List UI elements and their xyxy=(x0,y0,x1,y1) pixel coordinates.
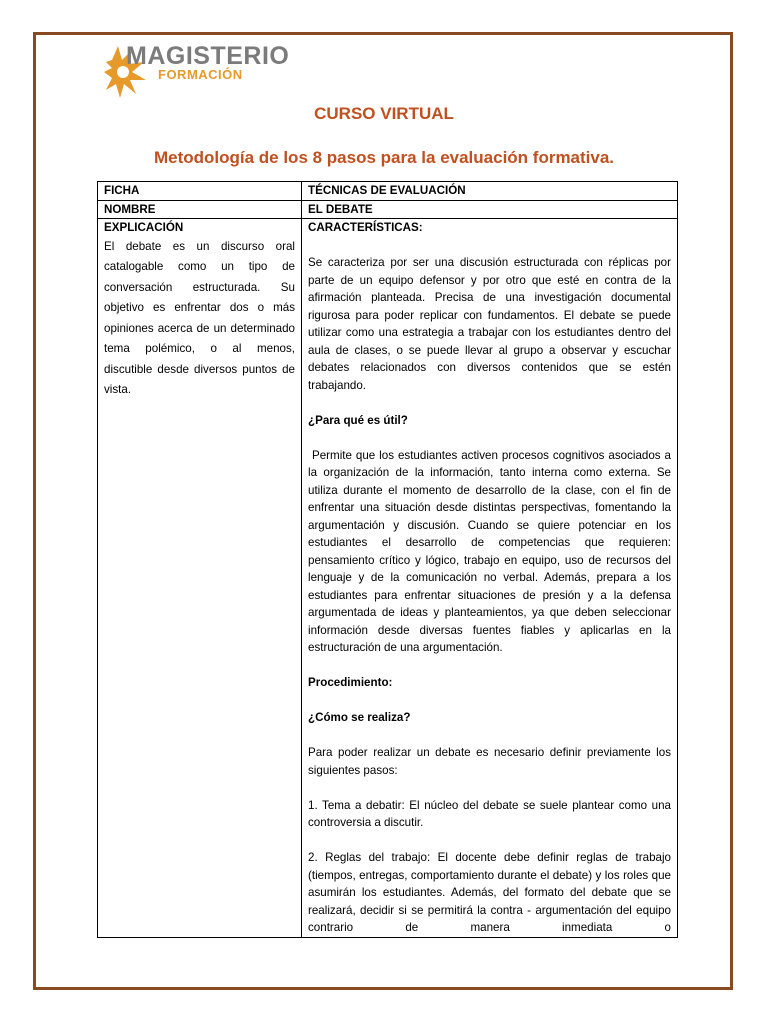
usefulness-heading: ¿Para qué es útil? xyxy=(308,413,408,427)
step-2: 2. Reglas del trabajo: El docente debe definir reglas de trabajo (tiempos, entregas, comportamiento durante el debate) y los roles que asumirán los estudiantes. Además, del formato del debate que se realizará, decidir si se permitirá la contra - argumentación del equipo contrario de manera inmediata o xyxy=(308,851,671,934)
table-row xyxy=(98,200,678,219)
table-cell: NOMBRE xyxy=(98,200,302,219)
table-cell: TÉCNICAS DE EVALUACIÓN xyxy=(302,182,678,201)
explanation-text: El debate es un discurso oral catalogable como un tipo de conversación estructurada. Su objetivo es enfrentar dos o más opiniones acerca de un determinado tema polémico, o al menos, discutible desde diversos puntos de vista. xyxy=(104,239,295,396)
steps-intro: Para poder realizar un debate es necesario definir previamente los siguientes pasos: xyxy=(308,746,671,777)
table-cell: FICHA xyxy=(98,182,302,201)
document-subtitle: Metodología de los 8 pasos para la evaluación formativa. xyxy=(153,148,615,167)
characteristics-heading: CARACTERÍSTICAS: xyxy=(308,221,423,234)
procedure-heading: Procedimiento: xyxy=(308,676,393,689)
explanation-cell xyxy=(98,219,302,938)
logo-wordmark: MAGISTERIO xyxy=(126,42,290,70)
usefulness-paragraph: Permite que los estudiantes activen procesos cognitivos asociados a la organización de la información, tanto interna como externa. Se utiliza durante el momento de desarrollo de la clase, con el fin de enfrentar una situación desde distintas perspectivas, fomentando la argumentación y discusión. Cuando se quiere potenciar en los estudiantes el desarrollo de competencias que requieren: pensamiento crítico y lógico, trabajo en equipo, uso de recursos del lenguaje y de la comunicación no verbal. Además, prepara a los estudiantes para enfrentar situaciones de presión y a la defensa argumentada de ideas y planteamientos, ya que deben seleccionar información desde diversas fuentes fiables y aplicarlas en la estructuración de una argumentación. xyxy=(308,448,671,654)
table-row xyxy=(98,182,678,201)
table-cell: EL DEBATE xyxy=(302,200,678,219)
characteristics-paragraph: Se caracteriza por ser una discusión estructurada con réplicas por parte de un equipo defensor y por otro que esté en contra de la afirmación planteada. Precisa de una investigación documental rigurosa para poder replicar con fundamentos. El debate se puede utilizar como una estrategia a trabajar con los estudiantes dentro del aula de clases, o se puede llevar al grupo a observar y escuchar debates relacionados con diversos contenidos que se estén trabajando. xyxy=(308,256,671,392)
explanation-heading: EXPLICACIÓN xyxy=(104,221,184,234)
table-row xyxy=(98,219,678,938)
logo-subtitle: FORMACIÓN xyxy=(158,67,243,82)
characteristics-cell xyxy=(302,219,678,938)
document-title: CURSO VIRTUAL xyxy=(314,104,454,123)
how-heading: ¿Cómo se realiza? xyxy=(308,711,411,724)
technique-table xyxy=(97,181,678,938)
step-1: 1. Tema a debatir: El núcleo del debate se suele plantear como una controversia a discutir. xyxy=(308,798,671,829)
